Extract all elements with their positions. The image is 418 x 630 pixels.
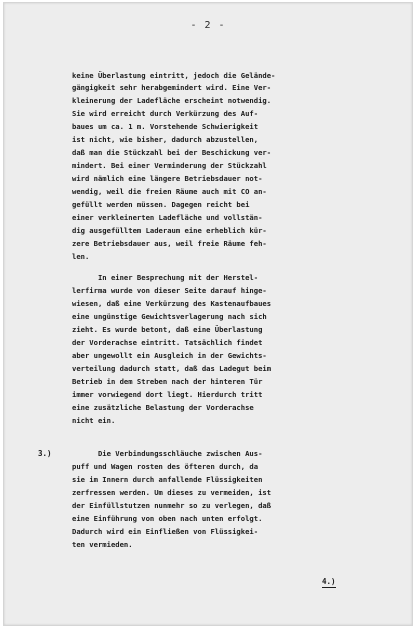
- text-line: ist nicht, wie bisher, dadurch abzustellen,: [72, 135, 259, 144]
- text-line: baues um ca. 1 m. Vorstehende Schwierigkeit: [72, 122, 259, 131]
- section-marker: 3.): [38, 449, 52, 458]
- text-line: sie im Innern durch anfallende Flüssigkeiten: [72, 475, 263, 484]
- text-line: zieht. Es wurde betont, daß eine Überlastung: [72, 325, 263, 334]
- text-line: wiesen, daß eine Verkürzung des Kastenaufbaues: [72, 299, 272, 308]
- text-line: aber ungewollt ein Ausgleich in der Gewichts-: [72, 351, 267, 360]
- text-line: lerfirma wurde von dieser Seite darauf hinge-: [72, 286, 267, 295]
- text-line: keine Überlastung eintritt, jedoch die Gelände-: [72, 71, 276, 80]
- next-page-marker: 4.): [322, 577, 336, 586]
- text-line: In einer Besprechung mit der Herstel-: [72, 273, 259, 282]
- text-line: verteilung dadurch statt, daß das Ladegut beim: [72, 364, 272, 373]
- text-line: kleinerung der Ladefläche erscheint notwendig.: [72, 96, 272, 105]
- text-line: eine ungünstige Gewichtsverlagerung nach sich: [72, 312, 267, 321]
- text-line: zerfressen werden. Um dieses zu vermeiden, ist: [72, 488, 272, 497]
- text-line: immer vorwiegend dort liegt. Hierdurch tritt: [72, 390, 263, 399]
- text-line: Sie wird erreicht durch Verkürzung des Auf-: [72, 109, 259, 118]
- text-line: gefüllt werden müssen. Dagegen reicht bei: [72, 200, 250, 209]
- text-line: eine zusätzliche Belastung der Vorderachse: [72, 403, 254, 412]
- text-line: eine Einführung von oben nach unten erfolgt.: [72, 514, 263, 523]
- text-line: daß man die Stückzahl bei der Beschickung ver-: [72, 148, 272, 157]
- text-line: wird nämlich eine längere Betriebsdauer not-: [72, 174, 263, 183]
- text-line: der Vorderachse eintritt. Tatsächlich findet: [72, 338, 263, 347]
- text-line: der Einfüllstutzen nunmehr so zu verlegen, daß: [72, 501, 272, 510]
- page-number: - 2 -: [190, 20, 226, 31]
- text-line: puff und Wagen rosten des öfteren durch, da: [72, 462, 259, 471]
- text-line: Dadurch wird ein Einfließen von Flüssigkei-: [72, 527, 259, 536]
- text-line: len.: [72, 252, 90, 261]
- text-line: ten vermieden.: [72, 540, 133, 549]
- text-line: dig ausgefülltem Laderaum eine erheblich kür-: [72, 226, 267, 235]
- text-line: gängigkeit sehr herabgemindert wird. Eine Ver-: [72, 83, 272, 92]
- text-line: mindert. Bei einer Verminderung der Stückzahl: [72, 161, 267, 170]
- text-line: Die Verbindungsschläuche zwischen Aus-: [72, 449, 263, 458]
- text-line: Betrieb in dem Streben nach der hinteren Tür: [72, 377, 263, 386]
- text-line: nicht ein.: [72, 416, 116, 425]
- document-page: [3, 2, 413, 626]
- text-line: einer verkleinerten Ladefläche und vollstän-: [72, 213, 263, 222]
- text-line: wendig, weil die freien Räume auch mit CO an-: [72, 187, 267, 196]
- text-line: zere Betriebsdauer aus, weil freie Räume feh-: [72, 239, 267, 248]
